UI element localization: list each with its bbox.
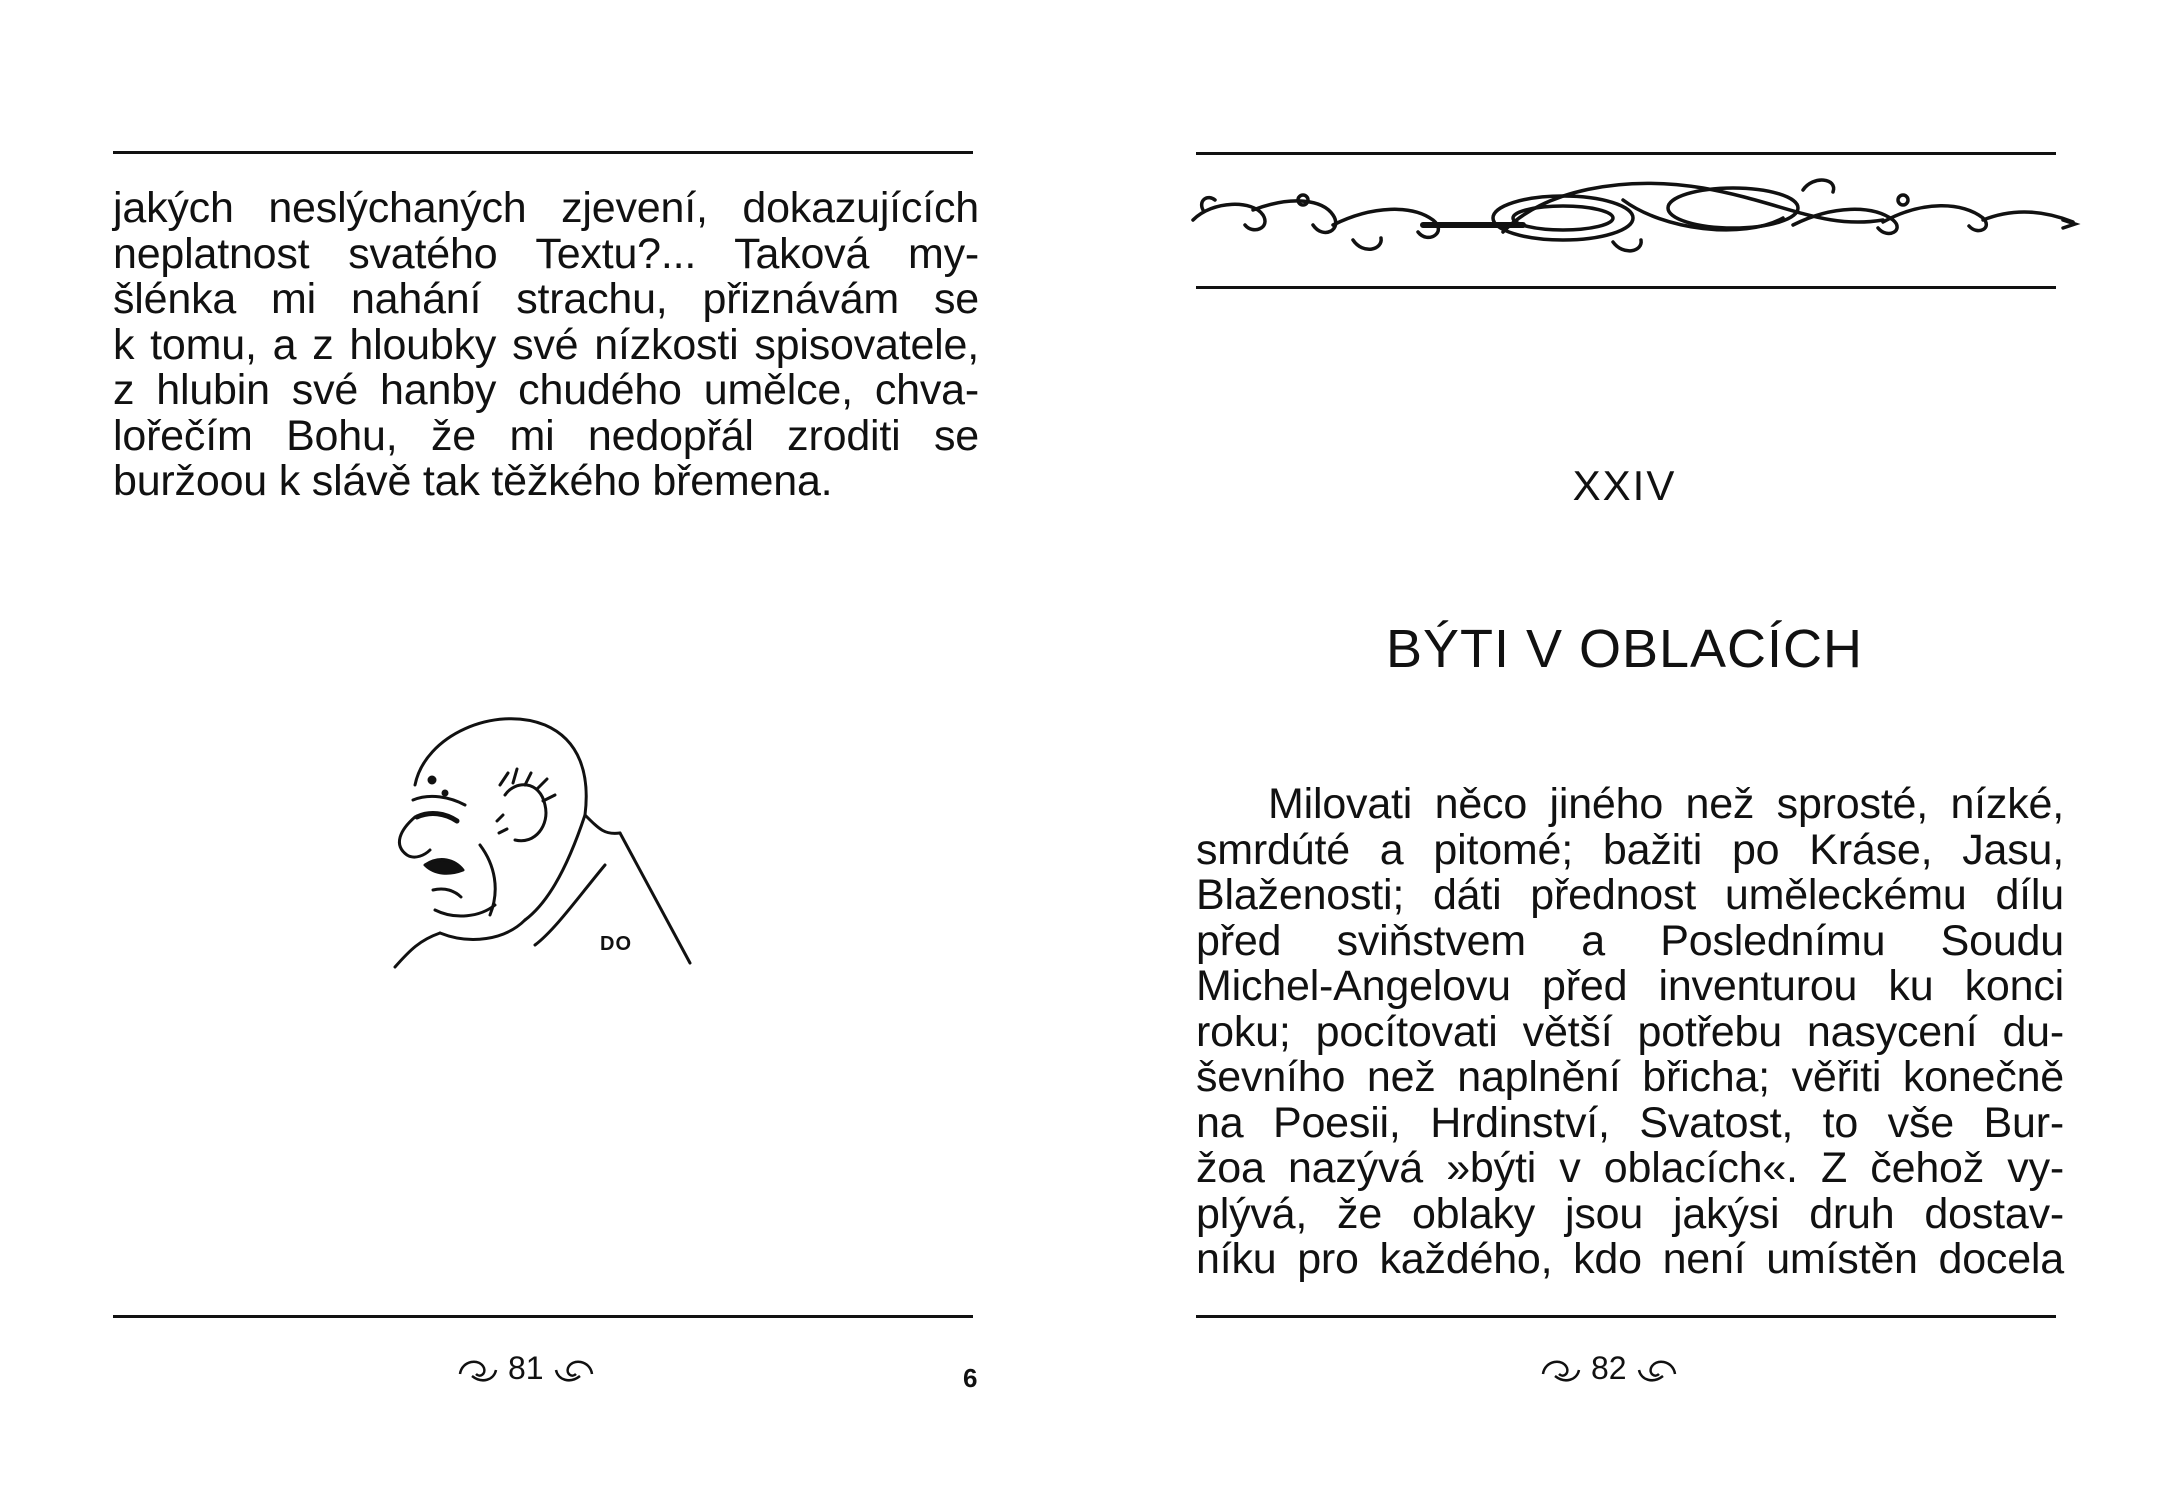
footer-rule <box>113 1315 973 1318</box>
text-line: před sviňstvem a Poslednímu Soudu <box>1196 916 2064 965</box>
art-nouveau-ornament <box>1183 170 2083 260</box>
text-line: buržoou k slávě tak těžkého břemena. <box>113 457 833 505</box>
sheet-signature-number: 6 <box>963 1363 978 1393</box>
text-line: žoa nazývá »býti v oblacích«. Z čehož vy- <box>1196 1144 2064 1192</box>
page-number: 81 <box>508 1350 544 1386</box>
text-line: jakých neslýchaných zjevení, dokazujících <box>113 184 979 232</box>
illustrator-signature: DO <box>600 933 632 955</box>
leaf-flourish-icon <box>554 1354 594 1384</box>
text-line: lořečím Bohu, že mi nedopřál zroditi se <box>113 411 979 460</box>
leaf-flourish-icon <box>458 1354 498 1384</box>
header-rule <box>113 151 973 154</box>
text-line: smrdúté a pitomé; bažiti po Kráse, Jasu, <box>1196 825 2064 874</box>
text-line: níku pro každého, kdo není umístěn docela <box>1196 1235 2064 1283</box>
footer-rule <box>1196 1315 2056 1318</box>
page-folio <box>1541 1350 1677 1387</box>
chapter-title: BÝTI V OBLACÍCH <box>1385 619 1864 679</box>
page-folio <box>458 1350 594 1387</box>
leaf-flourish-icon <box>1637 1354 1677 1384</box>
text-line: z hlubin své hanby chudého umělce, chva- <box>113 366 979 414</box>
text-line: šlénka mi nahání strachu, přiznávám se <box>113 275 979 323</box>
text-line: na Poesii, Hrdinství, Svatost, to vše Bur- <box>1196 1098 2064 1147</box>
right-page <box>1083 0 2166 1500</box>
text-line: roku; pocítovati větší potřebu nasycení du- <box>1196 1007 2064 1056</box>
page-number: 82 <box>1591 1350 1627 1386</box>
text-line: Michel-Angelovu před inventurou ku konci <box>1196 962 2064 1010</box>
left-body-text <box>113 186 979 505</box>
chapter-number: XXIV <box>1572 462 1677 509</box>
header-rule <box>1196 152 2056 155</box>
ornament-rule <box>1196 286 2056 289</box>
text-line: Milovati něco jiného než sprosté, nízké, <box>1268 780 2064 828</box>
right-body-text <box>1196 782 2064 1283</box>
leaf-flourish-icon <box>1541 1354 1581 1384</box>
caricature-illustration <box>385 705 705 975</box>
text-line: ševního než naplnění břicha; věřiti konečně <box>1196 1053 2064 1101</box>
text-line: neplatnost svatého Textu?... Taková my- <box>113 229 979 278</box>
text-line: plývá, že oblaky jsou jakýsi druh dostav- <box>1196 1189 2064 1238</box>
text-line: Blaženosti; dáti přednost uměleckému dílu <box>1196 871 2064 919</box>
text-line: k tomu, a z hloubky své nízkosti spisovatele, <box>113 320 979 369</box>
